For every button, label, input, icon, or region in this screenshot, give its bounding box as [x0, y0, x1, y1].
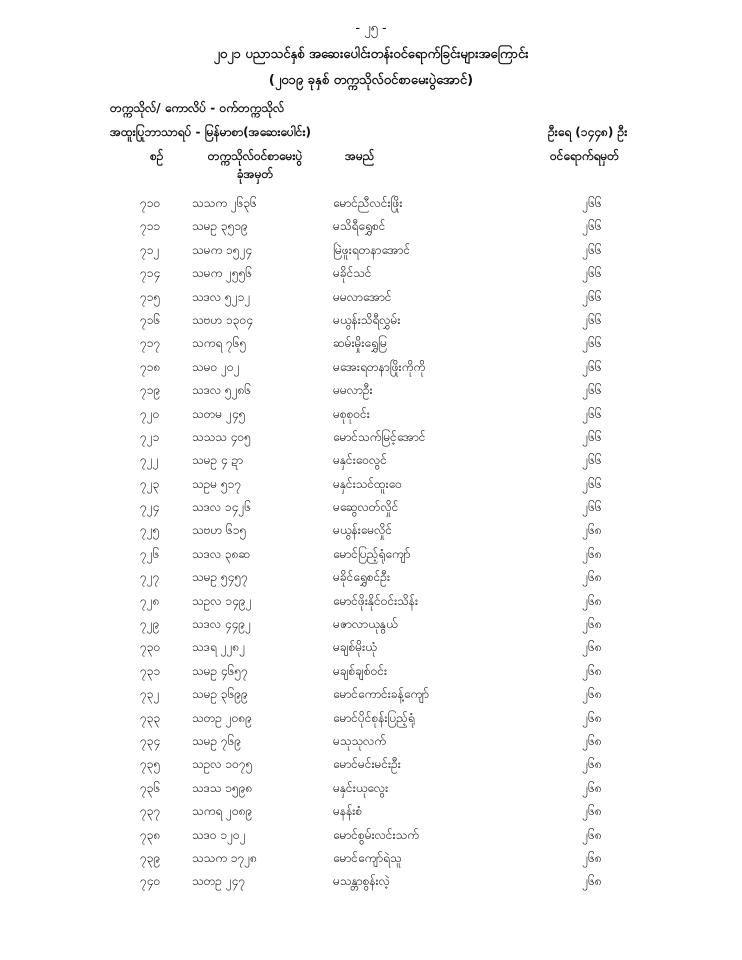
student-name: မခိုင်သင် — [333, 266, 372, 281]
score-value: ၂၆၈ — [582, 710, 602, 725]
row-number: ၇၂၅ — [140, 523, 160, 538]
program-label: အထူးပြုဘာသာရပ် - မြန်မာစာ(အဆေးပေါင်း) — [110, 125, 311, 139]
document-title: ၂၀၂၁ ပညာသင်နှစ် အဆေးပေါင်းတန်းဝင်ရောက်ခြင်းများအကြောင်း — [213, 47, 529, 62]
table-row — [0, 566, 742, 589]
row-number: ၇၁၁ — [140, 219, 161, 234]
registration-number: သမက ၂၅၅၆ — [192, 266, 253, 281]
student-name: မောင်စွမ်းလင်းသက် — [333, 827, 419, 842]
student-name: မယွန်းမေလှိုင် — [333, 523, 393, 538]
row-number: ၇၃၅ — [140, 757, 161, 772]
table-row — [0, 215, 742, 238]
score-value: ၂၆၈ — [582, 757, 602, 772]
row-number: ၇၂၈ — [140, 593, 160, 608]
score-value: ၂၆၈ — [582, 850, 602, 865]
registration-number: သမဥ ၇၆၉ — [192, 733, 242, 748]
row-number: ၇၃၉ — [140, 850, 161, 865]
total-count-label: ဦးရေ (၁၄၄၈) ဦး — [548, 125, 628, 139]
table-row — [0, 192, 742, 215]
student-name: မောင်ဖိုးနိုင်ဝင်းသိန်း — [333, 593, 419, 608]
score-value: ၂၆၆ — [582, 406, 602, 421]
registration-number: သဗဟ ၆၁၅ — [192, 523, 247, 538]
row-number: ၇၂၉ — [140, 617, 160, 632]
table-row — [0, 683, 742, 706]
row-number: ၇၂၀ — [140, 406, 160, 421]
registration-number: သသက ၂၆၃၆ — [192, 196, 257, 210]
header-reg-line2: ခုံအမှတ် — [236, 167, 274, 181]
table-row — [0, 262, 742, 285]
table-row — [0, 449, 742, 472]
header-reg: တက္ကသိုလ်ဝင်စာမေးပွဲ — [207, 149, 303, 163]
table-row — [0, 824, 742, 847]
row-number: ၇၁၂ — [140, 242, 160, 257]
row-number: ၇၃၁ — [140, 663, 161, 678]
student-name: မနှင်းဝေလွင် — [333, 453, 387, 468]
table-row — [0, 730, 742, 753]
registration-number: သဒလ ၅၂၁၂ — [192, 289, 251, 304]
registration-number: သသက ၁၇၂၈ — [192, 850, 258, 865]
student-name: မယွန်းသိရီလွှမ်း — [333, 312, 401, 327]
score-value: ၂၆၆ — [582, 312, 602, 327]
table-row — [0, 379, 742, 402]
score-value: ၂၆၈ — [582, 874, 602, 889]
row-number: ၇၃၆ — [140, 780, 161, 795]
table-row — [0, 870, 742, 893]
student-name: မနှင်းယုလွေး — [333, 780, 389, 795]
table-row — [0, 519, 742, 542]
table-row — [0, 239, 742, 262]
score-value: ၂၆၈ — [582, 570, 602, 585]
registration-number: သတဥ ၂၀၈၉ — [192, 710, 253, 725]
university-label: တက္ကသိုလ်/ ကောလိပ် - ဝက်တက္ကသိုလ် — [110, 101, 285, 115]
row-number: ၇၂၇ — [140, 570, 160, 585]
table-row — [0, 590, 742, 613]
registration-number: သဒလ ၄၄၉၂ — [192, 617, 252, 632]
score-value: ၂၆၈ — [582, 617, 602, 632]
registration-number: သမက ၁၅၂၄ — [192, 242, 253, 257]
score-value: ၂၆၈ — [582, 827, 602, 842]
score-value: ၂၆၈ — [582, 523, 602, 538]
registration-number: သမဥ ၅၄၅၇ — [192, 570, 248, 585]
student-name: မောင်ပိုင်စုန်းပြည့်ရုံ — [333, 710, 415, 725]
registration-number: သမဝ ၂၀၂ — [192, 359, 240, 374]
table-row — [0, 613, 742, 636]
registration-number: သသသ ၄၀၅ — [192, 429, 251, 444]
table-row — [0, 707, 742, 730]
table-row — [0, 286, 742, 309]
score-value: ၂၆၆ — [582, 359, 602, 374]
student-name: မောင်ကျော်ရဲသူ — [333, 850, 402, 865]
table-row — [0, 753, 742, 776]
registration-number: သမဥ ၃၅၁၉ — [192, 219, 248, 234]
registration-number: သဒလ ၃၈ဆ — [192, 546, 251, 561]
registration-number: သဥလ ၁၀၇၅ — [192, 757, 253, 772]
row-number: ၇၃၄ — [140, 733, 161, 748]
row-number: ၇၂၃ — [140, 476, 160, 491]
registration-number: သမဥ ၄၆၅၇ — [192, 663, 248, 678]
registration-number: သဒလ ၅၂၈၆ — [192, 383, 252, 398]
table-row — [0, 636, 742, 659]
score-value: ၂၆၈ — [582, 640, 602, 655]
results-table — [0, 192, 742, 894]
registration-number: သဒသ ၁၅၉၈ — [192, 780, 253, 795]
score-value: ၂၆၆ — [582, 289, 602, 304]
student-name: မနန်းစံ — [333, 804, 363, 819]
registration-number: သကရ ၇၆၅ — [192, 336, 247, 351]
score-value: ၂၆၆ — [582, 242, 602, 257]
row-number: ၇၃၀ — [140, 640, 161, 655]
document-subtitle: (၂၀၁၉ ခုနှစ် တက္ကသိုလ်ဝင်စာမေးပွဲအောင်) — [268, 73, 474, 88]
score-value: ၂၆၆ — [582, 429, 602, 444]
registration-number: သဒဝ ၁၂၀၂ — [192, 827, 246, 842]
row-number: ၇၂၁ — [140, 429, 160, 444]
score-value: ၂၆၈ — [582, 663, 602, 678]
table-row — [0, 426, 742, 449]
table-row — [0, 403, 742, 426]
row-number: ၇၁၆ — [140, 312, 161, 327]
row-number: ၇၁၅ — [140, 289, 161, 304]
header-score: ဝင်ရောက်ရမှတ် — [550, 149, 619, 163]
score-value: ၂၆၆ — [582, 266, 602, 281]
student-name: မောင်သက်မြင့်အောင် — [333, 429, 426, 444]
student-name: မခိုင်ရွှေစင်ဦး — [333, 570, 391, 585]
student-name: မောင်ညီလင်းဖြိုး — [333, 196, 403, 210]
row-number: ၇၁၀ — [140, 196, 161, 210]
score-value: ၂၆၈ — [582, 733, 602, 748]
student-name: ဆမ်းမှိုးရွှေမြ — [333, 336, 387, 351]
student-name: မသိရီရွှေစင် — [333, 219, 386, 234]
registration-number: သဗဟ ၁၃၀၄ — [192, 312, 254, 327]
score-value: ၂၆၆ — [582, 476, 602, 491]
score-value: ၂၆၆ — [582, 453, 602, 468]
registration-number: သမဥ ၃၆၉၉ — [192, 687, 248, 702]
registration-number: သတဥ ၂၄၇ — [192, 874, 246, 889]
score-value: ၂၆၆ — [582, 196, 602, 210]
student-name: မမလာဦး — [333, 383, 373, 398]
student-name: မြဲဖူးရတနာအောင် — [333, 242, 411, 257]
header-no: စဥ် — [150, 149, 164, 163]
row-number: ၇၂၆ — [140, 546, 160, 561]
score-value: ၂၆၆ — [582, 336, 602, 351]
table-row — [0, 309, 742, 332]
table-row — [0, 473, 742, 496]
score-value: ၂၆၈ — [582, 687, 602, 702]
student-name: မဆွေလတ်လှိုင် — [333, 500, 399, 515]
student-name: မမလာအောင် — [333, 289, 392, 304]
table-row — [0, 800, 742, 823]
page-number: - ၂၅ - — [355, 21, 387, 36]
score-value: ၂၆၈ — [582, 593, 602, 608]
header-name: အမည် — [345, 149, 375, 163]
row-number: ၇၄၀ — [140, 874, 161, 889]
student-name: မဇာလာယုနွယ် — [333, 617, 398, 632]
score-value: ၂၆၆ — [582, 219, 602, 234]
student-name: မောင်မင်းမင်းဦး — [333, 757, 401, 772]
table-row — [0, 777, 742, 800]
table-row — [0, 660, 742, 683]
row-number: ၇၁၉ — [140, 383, 161, 398]
table-row — [0, 332, 742, 355]
student-name: မသန္တာစွန်းလဲ့ — [333, 874, 390, 889]
score-value: ၂၆၈ — [582, 546, 602, 561]
student-name: မနှင်းသင်ထူးဝေ — [333, 476, 402, 491]
registration-number: သမဥ ၄ ဍာ — [192, 453, 244, 468]
row-number: ၇၁၈ — [140, 359, 161, 374]
row-number: ၇၃၈ — [140, 827, 161, 842]
table-row — [0, 543, 742, 566]
registration-number: သဒလ ၁၄၂၆ — [192, 500, 252, 515]
registration-number: သဒရ ၂၂၈၂ — [192, 640, 246, 655]
row-number: ၇၁၇ — [140, 336, 161, 351]
table-row — [0, 356, 742, 379]
registration-number: သတမ ၂၄၅ — [192, 406, 246, 421]
row-number: ၇၃၃ — [140, 710, 161, 725]
row-number: ၇၃၇ — [140, 804, 161, 819]
row-number: ၇၂၄ — [140, 500, 160, 515]
registration-number: သဥမ ၅၁၇ — [192, 476, 242, 491]
student-name: မချစ်မိုးယုံ — [333, 640, 377, 655]
student-name: မောင်ကောင်းခန့်ကျော် — [333, 687, 429, 702]
student-name: မချစ်ချစ်ဝင်း — [333, 663, 388, 678]
score-value: ၂၆၈ — [582, 804, 602, 819]
table-row — [0, 496, 742, 519]
table-row — [0, 847, 742, 870]
row-number: ၇၂၂ — [140, 453, 159, 468]
row-number: ၇၃၂ — [140, 687, 160, 702]
registration-number: သဥလ ၁၄၉၂ — [192, 593, 252, 608]
student-name: မသုသုလက် — [333, 733, 387, 748]
registration-number: သကရ ၂၀၈၉ — [192, 804, 253, 819]
student-name: မစုစုဝင်း — [333, 406, 370, 421]
score-value: ၂၆၆ — [582, 383, 602, 398]
score-value: ၂၆၈ — [582, 780, 602, 795]
student-name: မောင်ပြည့်ရုံကျော် — [333, 546, 411, 561]
row-number: ၇၁၄ — [140, 266, 161, 281]
score-value: ၂၆၆ — [582, 500, 602, 515]
student-name: မအေးရတနာဖြိုးကိုကို — [333, 359, 426, 374]
